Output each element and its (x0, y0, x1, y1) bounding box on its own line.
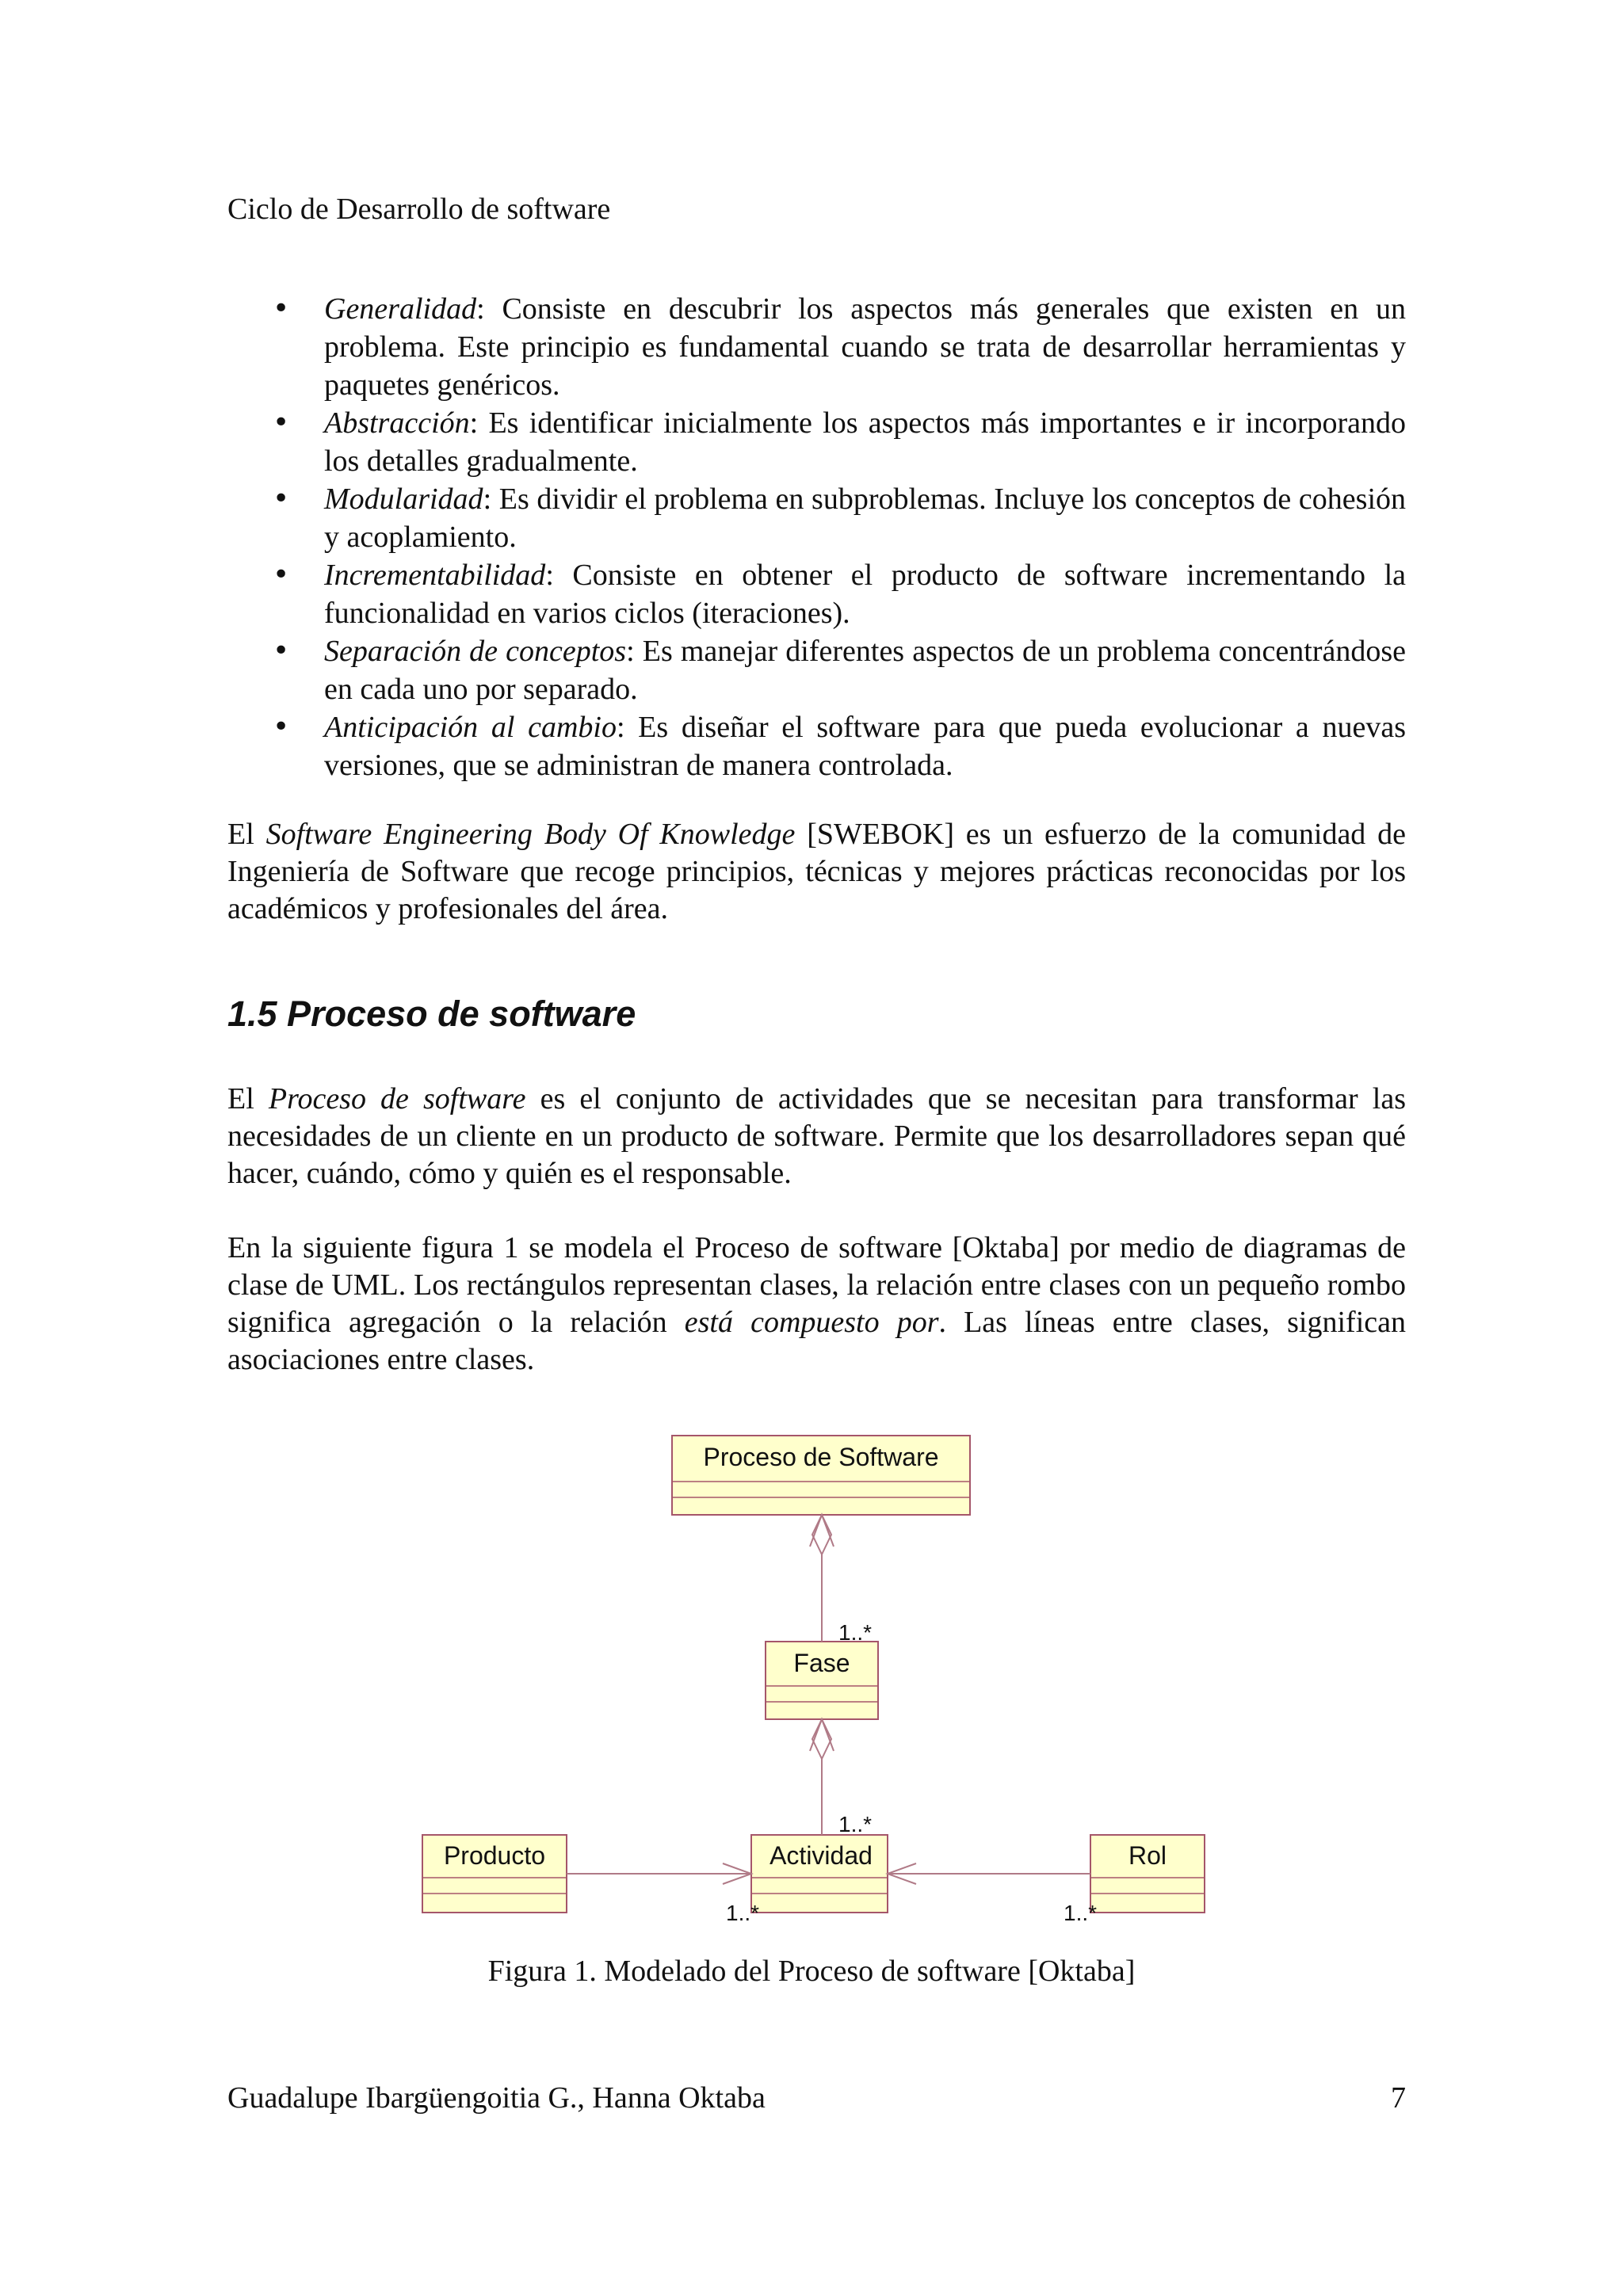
list-item (227, 404, 1406, 480)
list-item (227, 556, 1406, 632)
list-item (227, 708, 1406, 784)
principles-list (227, 290, 1406, 784)
swebok-paragraph (227, 816, 1406, 928)
principle-term: Separación de conceptos (324, 635, 627, 668)
text-run: . Las líneas entre clases, significan asociaciones entre clases. (227, 1306, 1406, 1376)
aggregation-proceso-fase (810, 1515, 872, 1645)
class-name: Proceso de Software (703, 1443, 939, 1471)
principle-text: : Consiste en descubrir los aspectos más generales que existen en un problema. Este principio es fundamental cuando se trata de desarrollar herramientas y paquetes genéricos. (324, 292, 1406, 402)
footer-authors: Guadalupe Ibargüengoitia G., Hanna Oktaba (227, 2081, 766, 2115)
figure-caption: Figura 1. Modelado del Proceso de software [Oktaba] (487, 1955, 1136, 1988)
class-name: Producto (443, 1841, 546, 1870)
association-rol-actividad (888, 1863, 1097, 1925)
list-item (227, 290, 1406, 404)
association-producto-actividad (567, 1863, 759, 1925)
principle-text: : Es dividir el problema en subproblemas. Incluye los conceptos de cohesión y acoplamiento. (324, 482, 1406, 554)
class-rol (1090, 1835, 1205, 1913)
section-title: 1.5 Proceso de software (227, 994, 636, 1034)
principle-text: : Es manejar diferentes aspectos de un problema concentrándose en cada uno por separado. (324, 635, 1406, 706)
principle-term: Modularidad (324, 482, 483, 516)
principle-term: Generalidad (324, 292, 477, 326)
composition-term: está compuesto por (684, 1306, 939, 1339)
list-item (227, 632, 1406, 708)
class-actividad (751, 1835, 888, 1913)
running-header: Ciclo de Desarrollo de software (227, 193, 611, 226)
class-fase (766, 1642, 878, 1719)
multiplicity-label: 1..* (838, 1620, 873, 1645)
figure-paragraph (227, 1230, 1406, 1379)
text-run: El (227, 818, 266, 851)
principle-term: Anticipación al cambio (324, 711, 617, 744)
process-paragraph (227, 1081, 1406, 1192)
principle-text: : Consiste en obtener el producto de software incrementando la funcionalidad en varios ciclos (iteraciones). (324, 559, 1406, 630)
text-run: En la siguiente figura 1 se modela el Proceso de software [Oktaba] por medio de diagramas de clase de UML. Los rectángulos representan clases, la relación entre clases con un pequeño rombo significa agregación o la relación (227, 1231, 1406, 1339)
principle-term: Abstracción (324, 406, 470, 440)
uml-class-diagram (412, 1426, 1220, 1933)
principle-term: Incrementabilidad (324, 559, 546, 592)
class-name: Actividad (769, 1841, 873, 1870)
principle-text: : Es identificar inicialmente los aspectos más importantes e ir incorporando los detalles gradualmente. (324, 406, 1406, 478)
multiplicity-label: 1..* (1064, 1901, 1098, 1925)
multiplicity-label: 1..* (838, 1812, 873, 1836)
text-run: es el conjunto de actividades que se necesitan para transformar las necesidades de un cliente en un producto de software. Permite que los desarrolladores sepan qué hacer, cuándo, cómo y quién es el responsable. (227, 1082, 1406, 1190)
text-run: El (227, 1082, 269, 1116)
principle-text: : Es diseñar el software para que pueda evolucionar a nuevas versiones, que se administran de manera controlada. (324, 711, 1406, 782)
process-term: Proceso de software (268, 1082, 526, 1116)
list-item (227, 480, 1406, 556)
swebok-term: Software Engineering Body Of Knowledge (265, 818, 796, 851)
page-number: 7 (1391, 2081, 1406, 2115)
text-run: [SWEBOK] es un esfuerzo de la comunidad de Ingeniería de Software que recoge principios, técnicas y mejores prácticas reconocidas por los académicos y profesionales del área. (227, 818, 1406, 925)
class-proceso-de-software (672, 1436, 970, 1515)
class-producto (422, 1835, 567, 1913)
class-name: Fase (793, 1649, 850, 1677)
class-name: Rol (1128, 1841, 1167, 1870)
multiplicity-label: 1..* (726, 1901, 760, 1925)
aggregation-fase-actividad (810, 1719, 872, 1836)
